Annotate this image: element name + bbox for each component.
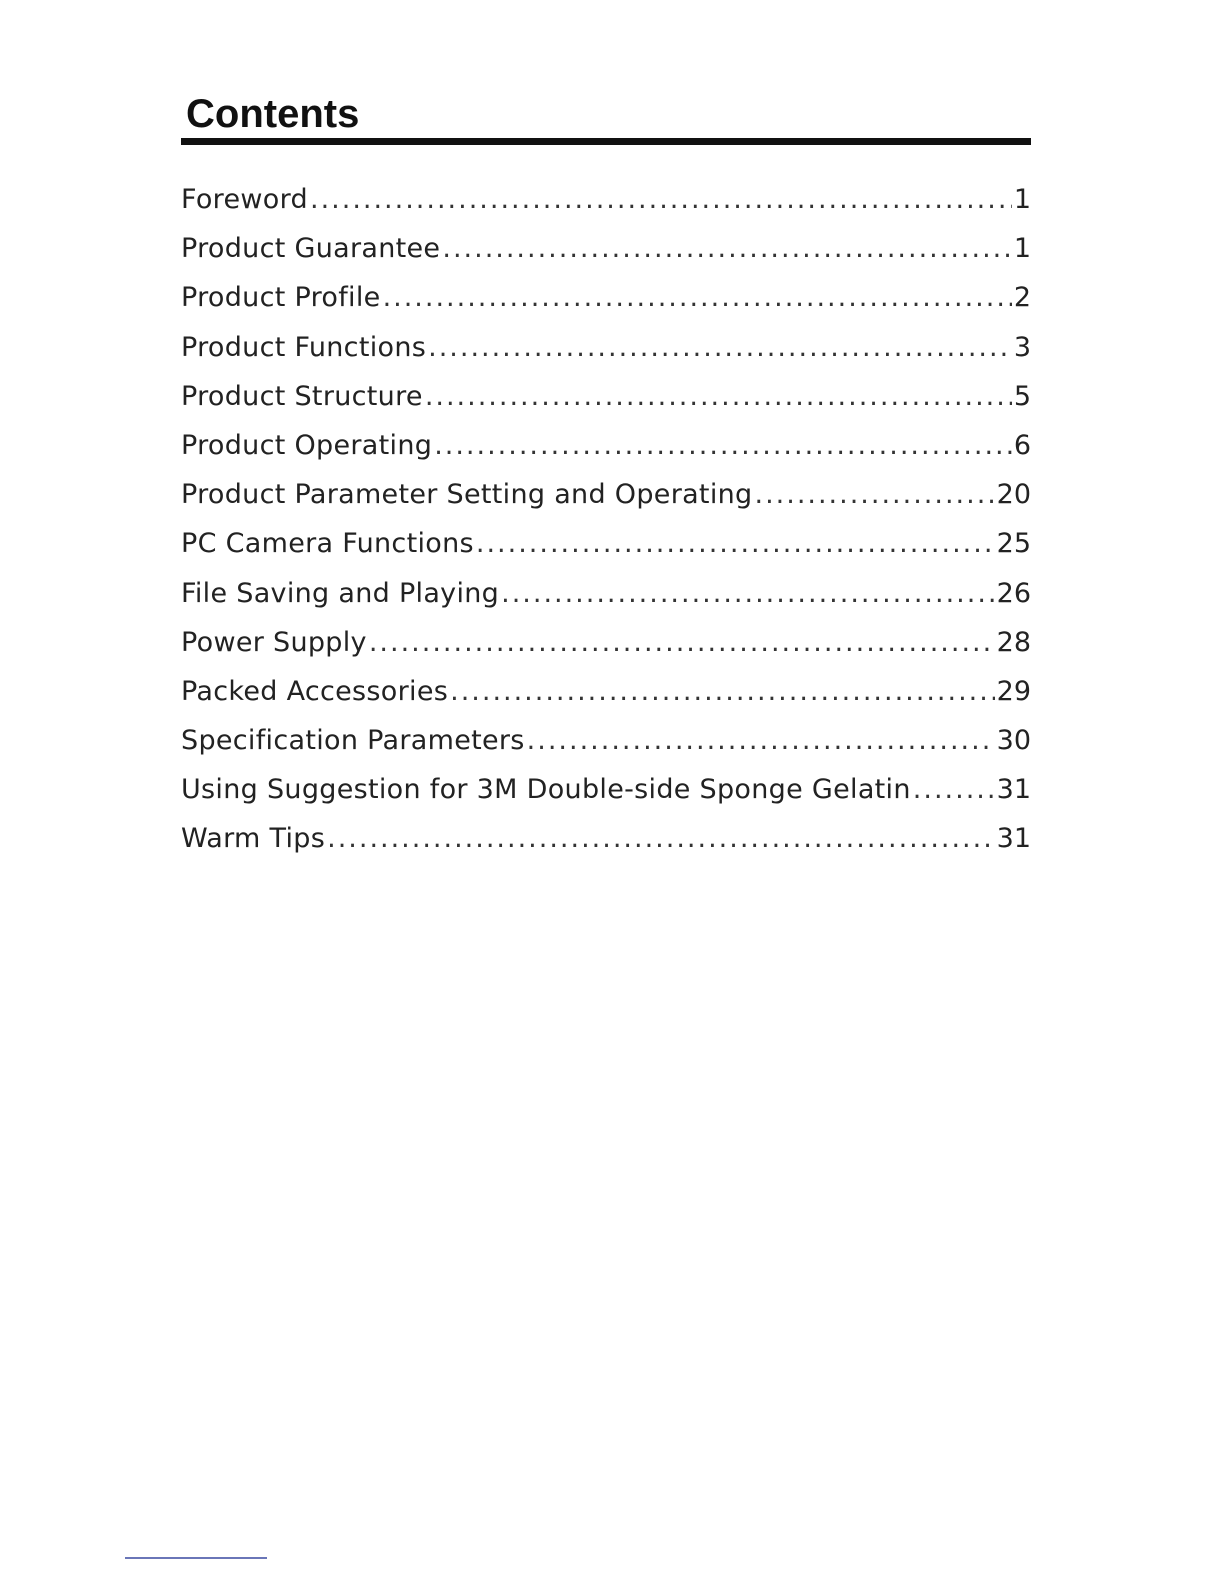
toc-entry-using-suggestion[interactable]	[181, 774, 1031, 823]
toc-entry-label: Product Profile	[181, 282, 381, 314]
toc-entry-label: Foreword	[181, 184, 308, 215]
toc-entry-page-number: 1	[1013, 233, 1031, 265]
toc-entry-label: Product Guarantee	[181, 233, 441, 265]
toc-entry-page-number: 2	[1013, 282, 1031, 314]
toc-entry-label: Packed Accessories	[181, 675, 449, 707]
toc-dot-leader	[527, 725, 995, 756]
toc-dot-leader	[425, 381, 1012, 412]
toc-entry-label: Specification Parameters	[181, 725, 525, 757]
toc-dot-leader	[369, 627, 995, 658]
toc-dot-leader	[310, 184, 1012, 215]
toc-entry-page-number: 3	[1013, 331, 1031, 363]
toc-dot-leader	[501, 578, 995, 609]
toc-entry-foreword[interactable]	[181, 184, 1031, 233]
toc-dot-leader	[434, 430, 1012, 461]
toc-dot-leader	[754, 479, 994, 510]
toc-entry-parameter-setting[interactable]	[181, 479, 1031, 528]
toc-dot-leader	[428, 332, 1012, 363]
toc-entry-label: Warm Tips	[181, 823, 326, 855]
toc-entry-label: Using Suggestion for 3M Double-side Sponge Gelatin	[181, 774, 911, 806]
toc-entry-page-number: 30	[996, 725, 1031, 757]
toc-dot-leader	[476, 528, 995, 559]
toc-entry-label: Product Operating	[181, 429, 433, 461]
toc-dot-leader	[913, 774, 995, 805]
toc-entry-label: File Saving and Playing	[181, 577, 500, 609]
page-title: Contents	[186, 92, 360, 136]
toc-entry-warm-tips[interactable]	[181, 823, 1031, 872]
toc-entry-label: Product Functions	[181, 331, 427, 363]
toc-entry-page-number: 31	[996, 823, 1031, 855]
footer-divider-rule	[125, 1557, 267, 1559]
toc-dot-leader	[383, 282, 1012, 313]
toc-entry-specification-parameters[interactable]	[181, 725, 1031, 774]
toc-entry-label: Power Supply	[181, 626, 367, 658]
toc-dot-leader	[442, 233, 1011, 264]
toc-entry-page-number: 29	[996, 675, 1031, 707]
title-underline-rule	[181, 138, 1031, 145]
toc-entry-page-number: 20	[996, 479, 1031, 511]
table-of-contents	[181, 184, 1031, 873]
toc-entry-product-profile[interactable]	[181, 282, 1031, 331]
toc-entry-pc-camera-functions[interactable]	[181, 528, 1031, 577]
toc-entry-product-functions[interactable]	[181, 332, 1031, 381]
toc-entry-label: Product Parameter Setting and Operating	[181, 479, 753, 511]
toc-entry-packed-accessories[interactable]	[181, 676, 1031, 725]
toc-entry-product-operating[interactable]	[181, 430, 1031, 479]
toc-entry-product-structure[interactable]	[181, 381, 1031, 430]
toc-dot-leader	[327, 823, 995, 854]
toc-entry-page-number: 1	[1013, 184, 1031, 215]
toc-entry-power-supply[interactable]	[181, 627, 1031, 676]
contents-heading-block	[181, 90, 1031, 145]
toc-entry-page-number: 31	[996, 774, 1031, 806]
toc-entry-product-guarantee[interactable]	[181, 233, 1031, 282]
toc-entry-label: Product Structure	[181, 380, 423, 412]
toc-entry-file-saving[interactable]	[181, 578, 1031, 627]
toc-entry-page-number: 25	[996, 528, 1031, 560]
toc-entry-page-number: 26	[996, 577, 1031, 609]
toc-entry-label: PC Camera Functions	[181, 528, 474, 560]
toc-entry-page-number: 5	[1013, 380, 1031, 412]
toc-dot-leader	[450, 676, 995, 707]
toc-entry-page-number: 6	[1013, 429, 1031, 461]
toc-entry-page-number: 28	[996, 626, 1031, 658]
